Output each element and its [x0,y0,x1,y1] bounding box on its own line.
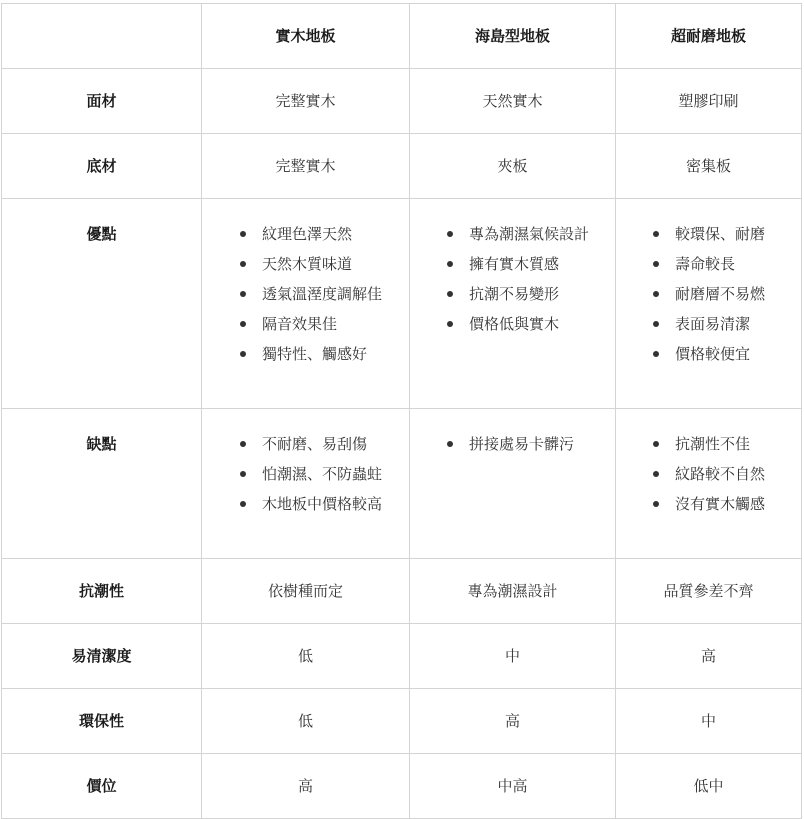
list-item [240,429,409,459]
list-item [653,339,801,369]
bullet-icon [653,321,659,327]
cell-pros-wear-resistant [616,199,802,409]
list-item-text: 價格低與實木 [469,315,560,333]
list-item-text: 抗潮不易變形 [469,285,560,303]
cell-pros-solid-wood [202,199,410,409]
bullet-icon [653,291,659,297]
header-wear-resistant: 超耐磨地板 [616,4,802,69]
list-item-text: 專為潮濕氣候設計 [469,225,590,243]
cell-moisture-solid-wood: 依樹種而定 [202,559,410,624]
pros-list-wear-resistant [616,219,801,369]
row-label-moisture: 抗潮性 [2,559,202,624]
bullet-icon [653,261,659,267]
cell-eco-solid-wood: 低 [202,689,410,754]
list-item [447,249,615,279]
list-item [240,279,409,309]
pros-list-island-type [410,219,615,339]
cons-list-island-type [410,429,615,459]
list-item-text: 拼接處易卡髒污 [469,435,575,453]
flooring-comparison-table [1,3,802,819]
list-item-text: 透氣溫溼度調解佳 [262,285,383,303]
list-item-text: 紋路較不自然 [675,465,766,483]
cell-cons-wear-resistant [616,409,802,559]
bullet-icon [240,231,246,237]
cell-cons-solid-wood [202,409,410,559]
bullet-icon [240,261,246,267]
bullet-icon [653,471,659,477]
cell-eco-island-type: 高 [410,689,616,754]
list-item [653,219,801,249]
cell-moisture-island-type: 專為潮濕設計 [410,559,616,624]
row-label-clean: 易清潔度 [2,624,202,689]
bullet-icon [447,441,453,447]
cell-price-island-type: 中高 [410,754,616,819]
list-item-text: 天然木質味道 [262,255,353,273]
cell-price-solid-wood: 高 [202,754,410,819]
bullet-icon [447,321,453,327]
bullet-icon [240,501,246,507]
list-item [240,249,409,279]
row-label-pros: 優點 [2,199,202,409]
row-label-price: 價位 [2,754,202,819]
list-item [653,429,801,459]
table-row-clean [2,624,802,689]
row-label-face: 面材 [2,69,202,134]
list-item-text: 木地板中價格較高 [262,495,383,513]
list-item [653,489,801,519]
cell-face-solid-wood: 完整實木 [202,69,410,134]
cell-face-island-type: 天然實木 [410,69,616,134]
table-row-price [2,754,802,819]
table-row-base [2,134,802,199]
list-item-text: 紋理色澤天然 [262,225,353,243]
table-row-moisture [2,559,802,624]
list-item-text: 表面易清潔 [675,315,751,333]
list-item-text: 擁有實木質感 [469,255,560,273]
pros-list-solid-wood [202,219,409,369]
table-row-eco [2,689,802,754]
list-item-text: 抗潮性不佳 [675,435,751,453]
header-solid-wood: 實木地板 [202,4,410,69]
list-item-text: 沒有實木觸感 [675,495,766,513]
row-label-eco: 環保性 [2,689,202,754]
cell-moisture-wear-resistant: 品質參差不齊 [616,559,802,624]
bullet-icon [653,231,659,237]
list-item-text: 耐磨層不易燃 [675,285,766,303]
cell-base-island-type: 夾板 [410,134,616,199]
cons-list-solid-wood [202,429,409,519]
bullet-icon [447,261,453,267]
list-item [653,249,801,279]
bullet-icon [447,231,453,237]
bullet-icon [653,501,659,507]
list-item [240,339,409,369]
list-item [447,309,615,339]
cell-face-wear-resistant: 塑膠印刷 [616,69,802,134]
list-item [653,459,801,489]
list-item [447,219,615,249]
bullet-icon [653,441,659,447]
list-item [240,219,409,249]
bullet-icon [240,291,246,297]
list-item-text: 不耐磨、易刮傷 [262,435,368,453]
header-island-type: 海島型地板 [410,4,616,69]
list-item [653,279,801,309]
table-row-face [2,69,802,134]
cell-clean-wear-resistant: 高 [616,624,802,689]
list-item-text: 怕潮濕、不防蟲蛀 [262,465,383,483]
list-item [447,429,615,459]
bullet-icon [240,441,246,447]
cell-cons-island-type [410,409,616,559]
row-label-base: 底材 [2,134,202,199]
list-item-text: 壽命較長 [675,255,736,273]
cell-clean-island-type: 中 [410,624,616,689]
bullet-icon [240,351,246,357]
list-item-text: 價格較便宜 [675,345,751,363]
cell-eco-wear-resistant: 中 [616,689,802,754]
table-row-cons [2,409,802,559]
cell-base-wear-resistant: 密集板 [616,134,802,199]
cell-pros-island-type [410,199,616,409]
list-item-text: 隔音效果佳 [262,315,338,333]
list-item [447,279,615,309]
bullet-icon [653,351,659,357]
table-row-pros [2,199,802,409]
list-item [240,309,409,339]
cell-price-wear-resistant: 低中 [616,754,802,819]
row-label-cons: 缺點 [2,409,202,559]
cell-clean-solid-wood: 低 [202,624,410,689]
bullet-icon [240,321,246,327]
bullet-icon [447,291,453,297]
list-item [240,489,409,519]
list-item-text: 獨特性、觸感好 [262,345,368,363]
bullet-icon [240,471,246,477]
cons-list-wear-resistant [616,429,801,519]
cell-base-solid-wood: 完整實木 [202,134,410,199]
list-item [240,459,409,489]
header-corner [2,4,202,69]
list-item [653,309,801,339]
list-item-text: 較環保、耐磨 [675,225,766,243]
table-header-row [2,4,802,69]
